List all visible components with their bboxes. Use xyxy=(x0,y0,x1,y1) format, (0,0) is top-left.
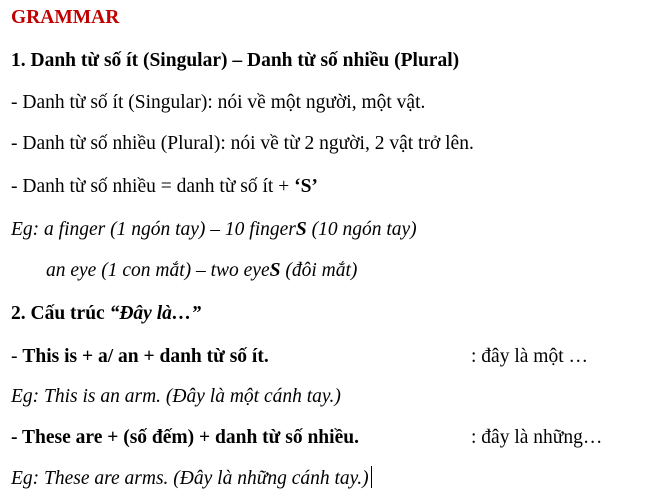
rule-plural-formula-text: - Danh từ số nhiều = danh từ số ít + xyxy=(11,176,295,197)
section2-title-text: 2. Cấu trúc xyxy=(11,303,110,324)
section1-title: 1. Danh từ số ít (Singular) – Danh từ số nhiều (Plural) xyxy=(11,50,460,71)
example-eye-meaning: (đôi mắt) xyxy=(280,260,358,281)
example-this-is: Eg: This is an arm. (Đây là một cánh tay.) xyxy=(11,386,341,407)
rule-plural-formula-s: ‘S’ xyxy=(294,176,318,197)
section2-title xyxy=(11,302,201,326)
structure-this-is-formula: This is + a/ an + danh từ số ít. xyxy=(22,346,269,367)
grammar-heading: GRAMMAR xyxy=(11,7,120,28)
text-cursor[interactable] xyxy=(371,466,372,488)
structure-these-are-meaning: : đây là những… xyxy=(471,427,603,448)
example-eye-s: S xyxy=(269,260,281,281)
structure-these-are-formula: - These are + (số đếm) + danh từ số nhiều. xyxy=(11,427,359,448)
structure-this-is-dash: - xyxy=(11,346,23,367)
section2-title-quote: “Đây là…” xyxy=(109,303,202,324)
example-finger-s: S xyxy=(295,219,307,240)
rule-plural: - Danh từ số nhiều (Plural): nói về từ 2 người, 2 vật trở lên. xyxy=(11,133,474,154)
example-finger-meaning: (10 ngón tay) xyxy=(306,219,417,240)
structure-this-is xyxy=(11,345,631,369)
structure-these-are xyxy=(11,426,631,450)
example-finger xyxy=(11,218,417,242)
example-eye-text: an eye (1 con mắt) – two eye xyxy=(46,260,270,281)
example-eye xyxy=(46,259,357,283)
rule-plural-formula xyxy=(11,175,318,199)
example-these-are-text: Eg: These are arms. (Đây là những cánh tay.) xyxy=(11,468,369,489)
structure-this-is-meaning: : đây là một … xyxy=(471,346,588,367)
example-these-are xyxy=(11,466,372,491)
example-finger-text: Eg: a finger (1 ngón tay) – 10 finger xyxy=(11,219,296,240)
rule-singular: - Danh từ số ít (Singular): nói về một người, một vật. xyxy=(11,92,426,113)
